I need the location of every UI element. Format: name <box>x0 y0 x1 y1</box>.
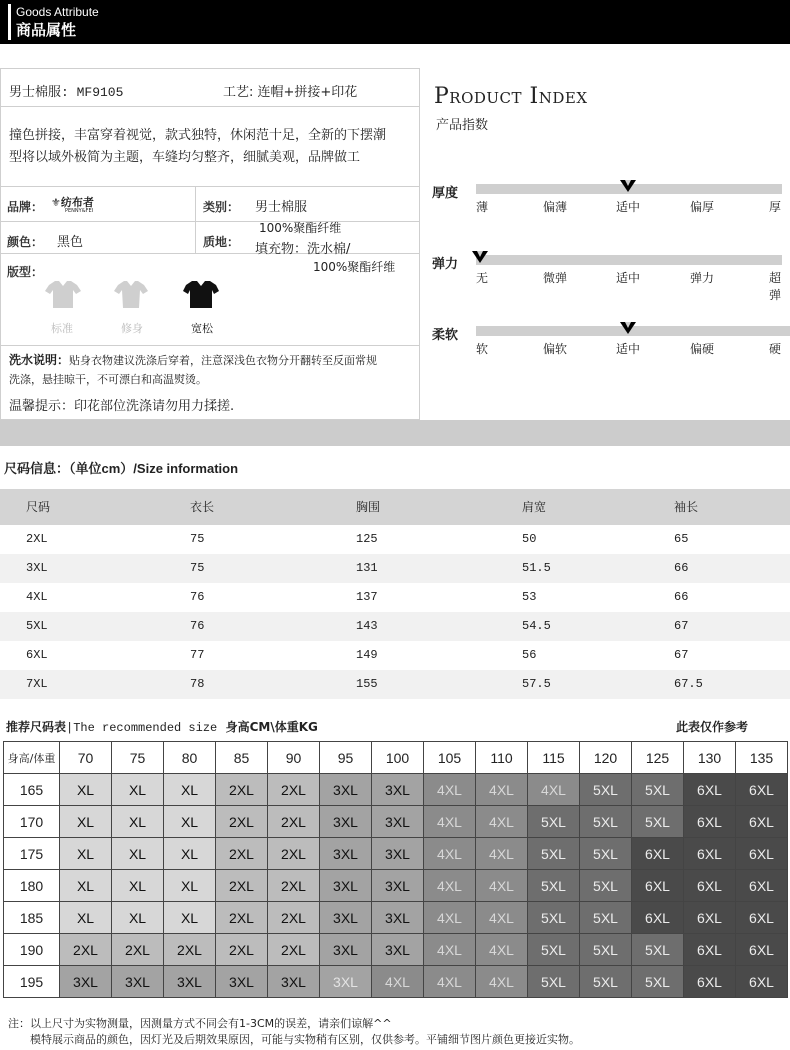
craft-text: 工艺: 连帽+拼接+印花 <box>223 85 358 100</box>
grid-size-cell: 6XL <box>735 901 788 934</box>
grid-size-cell: 6XL <box>683 869 736 902</box>
grid-size-cell: 4XL <box>475 805 528 838</box>
brand-mark-icon: ⚜ <box>51 196 61 209</box>
grid-size-cell: 4XL <box>475 933 528 966</box>
size-info-heading-en: /Size information <box>133 461 239 476</box>
grid-size-cell: 4XL <box>423 773 476 806</box>
size-info-heading <box>4 458 238 477</box>
table-cell: 3XL <box>26 561 48 575</box>
brand-label: 品牌： <box>7 200 44 214</box>
grid-size-cell: 6XL <box>631 869 684 902</box>
grid-size-cell: 3XL <box>319 901 372 934</box>
index-label: 厚度 <box>432 186 459 201</box>
wash-instructions <box>9 351 417 389</box>
table-cell: 67 <box>674 648 689 662</box>
grid-size-cell: XL <box>59 869 112 902</box>
description-line-1: 撞色拼接，丰富穿着视觉，款式独特，休闲范十足，全新的下摆潮 <box>9 128 387 143</box>
grid-weight-header: 120 <box>579 741 632 774</box>
grid-size-cell: 4XL <box>423 933 476 966</box>
grid-size-cell: 4XL <box>371 965 424 998</box>
grid-size-cell: 2XL <box>215 933 268 966</box>
grid-size-cell: 6XL <box>631 837 684 870</box>
grid-size-cell: 6XL <box>683 837 736 870</box>
fit-option-slim: 修身 <box>121 322 143 335</box>
index-bar <box>476 255 782 265</box>
table-cell: 131 <box>356 561 378 575</box>
brand-logo <box>51 194 94 214</box>
grid-size-cell: 5XL <box>527 869 580 902</box>
grid-size-cell: 4XL <box>423 901 476 934</box>
grid-size-cell: 2XL <box>267 837 320 870</box>
size-table-header-cell: 衣长 <box>190 500 215 514</box>
table-cell: 53 <box>522 590 537 604</box>
table-cell: 67 <box>674 619 689 633</box>
grid-size-cell: 6XL <box>735 869 788 902</box>
grid-size-cell: XL <box>111 869 164 902</box>
recommend-heading-cn: 推荐尺码表 <box>6 720 67 734</box>
grid-size-cell: 4XL <box>423 965 476 998</box>
table-cell: 57.5 <box>522 677 551 691</box>
grid-size-cell: 5XL <box>579 901 632 934</box>
header-accent-bar <box>8 4 11 40</box>
grid-size-cell: 6XL <box>683 805 736 838</box>
grid-size-cell: XL <box>111 837 164 870</box>
grid-size-cell: 2XL <box>215 805 268 838</box>
grid-size-cell: 2XL <box>215 901 268 934</box>
grid-size-cell: 6XL <box>735 837 788 870</box>
fit-option-loose: 宽松 <box>191 322 213 335</box>
grid-size-cell: 4XL <box>475 837 528 870</box>
section-header <box>0 0 790 44</box>
grid-size-cell: 5XL <box>579 933 632 966</box>
grid-size-cell: 2XL <box>163 933 216 966</box>
index-tick-label: 偏厚 <box>690 200 715 214</box>
material-line-1: 100%聚酯纤维 <box>259 221 342 235</box>
grid-height-header: 180 <box>3 869 60 902</box>
grid-size-cell: 3XL <box>319 773 372 806</box>
grid-height-header: 170 <box>3 805 60 838</box>
table-cell: 66 <box>674 590 689 604</box>
grid-size-cell: 6XL <box>683 933 736 966</box>
table-cell: 2XL <box>26 532 48 546</box>
grid-size-cell: 3XL <box>371 901 424 934</box>
fit-option-standard: 标准 <box>51 322 73 335</box>
grid-height-header: 195 <box>3 965 60 998</box>
grid-size-cell: 4XL <box>423 837 476 870</box>
index-tick-label: 超弹 <box>769 271 782 302</box>
divider-band <box>0 420 790 446</box>
table-cell: 149 <box>356 648 378 662</box>
index-tick-label: 偏软 <box>543 342 568 356</box>
index-tick-label: 薄 <box>476 200 489 214</box>
grid-size-cell: 5XL <box>631 933 684 966</box>
table-cell: 4XL <box>26 590 48 604</box>
index-tick-label: 厚 <box>769 200 782 214</box>
grid-size-cell: 6XL <box>683 773 736 806</box>
footnote <box>8 1016 580 1048</box>
grid-weight-header: 85 <box>215 741 268 774</box>
grid-size-cell: XL <box>59 805 112 838</box>
grid-size-cell: 3XL <box>319 933 372 966</box>
grid-height-header: 185 <box>3 901 60 934</box>
grid-size-cell: 6XL <box>683 965 736 998</box>
grid-height-header: 190 <box>3 933 60 966</box>
index-tick-label: 偏硬 <box>690 342 715 356</box>
grid-size-cell: 5XL <box>631 965 684 998</box>
grid-size-cell: 6XL <box>735 773 788 806</box>
table-cell: 54.5 <box>522 619 551 633</box>
grid-size-cell: 6XL <box>735 805 788 838</box>
product-index-subtitle: 产品指数 <box>436 118 489 133</box>
table-cell: 50 <box>522 532 537 546</box>
index-tick-label: 弹力 <box>690 271 715 285</box>
grid-size-cell: 6XL <box>735 965 788 998</box>
grid-size-cell: 4XL <box>475 773 528 806</box>
table-cell: 51.5 <box>522 561 551 575</box>
grid-size-cell: XL <box>163 901 216 934</box>
grid-weight-header: 80 <box>163 741 216 774</box>
category-label: 类别： <box>203 200 240 214</box>
wash-line-2: 洗涤，悬挂晾干，不可漂白和高温熨烫。 <box>9 373 207 386</box>
index-label: 柔软 <box>432 328 459 343</box>
brand-sub: PENNY&FEI <box>65 208 94 214</box>
grid-size-cell: 4XL <box>423 805 476 838</box>
grid-size-cell: 2XL <box>215 869 268 902</box>
table-cell: 56 <box>522 648 537 662</box>
size-table-header <box>0 489 790 525</box>
table-cell: 67.5 <box>674 677 703 691</box>
table-row <box>0 525 790 554</box>
product-index-title: Product Index <box>434 84 588 109</box>
grid-size-cell: 3XL <box>371 933 424 966</box>
grid-size-cell: 2XL <box>267 869 320 902</box>
color-value: 黑色 <box>57 235 84 250</box>
table-cell: 76 <box>190 619 205 633</box>
grid-size-cell: 4XL <box>423 869 476 902</box>
fit-slim-shirt-icon <box>113 279 149 309</box>
attr-row-model <box>1 69 419 107</box>
grid-weight-header: 130 <box>683 741 736 774</box>
grid-size-cell: 5XL <box>527 837 580 870</box>
grid-size-cell: 2XL <box>267 805 320 838</box>
size-table-header-cell: 尺码 <box>26 500 51 514</box>
grid-size-cell: 4XL <box>475 869 528 902</box>
grid-size-cell: 3XL <box>267 965 320 998</box>
grid-size-cell: 5XL <box>579 773 632 806</box>
grid-size-cell: 2XL <box>111 933 164 966</box>
index-tick-label: 适中 <box>616 342 641 356</box>
grid-size-cell: 3XL <box>59 965 112 998</box>
grid-size-cell: 3XL <box>163 965 216 998</box>
material-label: 质地： <box>203 235 240 249</box>
index-tick-label: 偏薄 <box>543 200 568 214</box>
fit-loose-shirt-icon <box>183 279 219 309</box>
grid-weight-header: 95 <box>319 741 372 774</box>
index-tick-label: 适中 <box>616 271 641 285</box>
wash-label: 洗水说明： <box>9 353 70 367</box>
grid-size-cell: XL <box>59 773 112 806</box>
index-level-marker <box>620 322 636 334</box>
index-level-marker <box>472 251 488 263</box>
grid-size-cell: 3XL <box>319 805 372 838</box>
material-line-3: 100%聚酯纤维 <box>313 260 396 274</box>
grid-size-cell: 5XL <box>527 965 580 998</box>
grid-size-cell: 5XL <box>579 805 632 838</box>
category-value: 男士棉服 <box>255 200 308 215</box>
table-row <box>0 612 790 641</box>
grid-size-cell: XL <box>111 805 164 838</box>
grid-size-cell: 3XL <box>319 869 372 902</box>
table-cell: 75 <box>190 561 205 575</box>
color-label: 颜色： <box>7 235 44 249</box>
recommend-reference-note: 此表仅作参考 <box>676 720 749 734</box>
table-cell: 143 <box>356 619 378 633</box>
grid-size-cell: 3XL <box>111 965 164 998</box>
attribute-panel <box>0 68 420 420</box>
table-cell: 155 <box>356 677 378 691</box>
grid-size-cell: 6XL <box>735 933 788 966</box>
grid-size-cell: XL <box>163 805 216 838</box>
grid-weight-header: 105 <box>423 741 476 774</box>
header-title-cn: 商品属性 <box>16 21 77 39</box>
brand-name: 纺布者 <box>60 196 94 209</box>
index-tick-label: 无 <box>476 271 489 285</box>
index-tick-label: 微弹 <box>543 271 568 285</box>
recommend-heading <box>6 718 318 735</box>
grid-weight-header: 115 <box>527 741 580 774</box>
header-title-en: Goods Attribute <box>16 5 99 19</box>
description-line-2: 型将以域外极简为主题，车缝均匀整齐，细腻美观，品牌做工 <box>9 150 361 165</box>
grid-size-cell: XL <box>163 869 216 902</box>
table-row <box>0 583 790 612</box>
grid-size-cell: XL <box>163 837 216 870</box>
grid-weight-header: 110 <box>475 741 528 774</box>
table-row <box>0 554 790 583</box>
index-tick-label: 适中 <box>616 200 641 214</box>
grid-size-cell: 5XL <box>579 869 632 902</box>
grid-size-cell: 4XL <box>475 965 528 998</box>
grid-size-cell: XL <box>59 837 112 870</box>
grid-size-cell: 2XL <box>215 773 268 806</box>
table-cell: 78 <box>190 677 205 691</box>
footnote-line-1: 注：以上尺寸为实物测量，因测量方式不同会有1-3CM的误差，请亲们谅解^^ <box>8 1017 392 1030</box>
material-line-2: 填充物：洗水棉/ <box>255 242 351 257</box>
grid-weight-header: 70 <box>59 741 112 774</box>
fit-standard-shirt-icon <box>45 279 81 309</box>
grid-size-cell: 3XL <box>371 837 424 870</box>
grid-size-cell: 5XL <box>631 805 684 838</box>
grid-size-cell: 2XL <box>267 933 320 966</box>
table-cell: 7XL <box>26 677 48 691</box>
table-cell: 65 <box>674 532 689 546</box>
table-row <box>0 641 790 670</box>
recommend-heading-en: |The recommended size <box>66 721 218 735</box>
grid-size-cell: 5XL <box>527 901 580 934</box>
table-cell: 75 <box>190 532 205 546</box>
grid-size-cell: 5XL <box>579 837 632 870</box>
grid-size-cell: 4XL <box>475 901 528 934</box>
grid-size-cell: 3XL <box>371 869 424 902</box>
grid-weight-header: 90 <box>267 741 320 774</box>
description <box>9 125 413 169</box>
index-tick-label: 硬 <box>769 342 782 356</box>
grid-size-cell: XL <box>111 901 164 934</box>
grid-size-cell: 3XL <box>371 805 424 838</box>
table-cell: 66 <box>674 561 689 575</box>
grid-size-cell: 5XL <box>579 965 632 998</box>
recommend-size-grid <box>3 741 787 997</box>
index-label: 弹力 <box>432 257 459 272</box>
table-cell: 77 <box>190 648 205 662</box>
footnote-line-2: 模特展示商品的颜色，因灯光及后期效果原因，可能与实物稍有区别，仅供参考。平铺细节图片颜色更接近实物。 <box>30 1033 580 1046</box>
index-tick-label: 软 <box>476 342 489 356</box>
table-cell: 137 <box>356 590 378 604</box>
index-level-marker <box>620 180 636 192</box>
grid-size-cell: 3XL <box>215 965 268 998</box>
grid-size-cell: 5XL <box>527 933 580 966</box>
table-row <box>0 670 790 699</box>
grid-weight-header: 125 <box>631 741 684 774</box>
grid-weight-header: 100 <box>371 741 424 774</box>
recommend-heading-unit: 身高CM\体重KG <box>225 720 318 734</box>
warm-tip: 温馨提示：印花部位洗涤请勿用力揉搓. <box>9 399 235 414</box>
size-info-heading-cn: 尺码信息：（单位cm） <box>4 461 134 476</box>
grid-size-cell: XL <box>59 901 112 934</box>
wash-line-1: 贴身衣物建议洗涤后穿着，注意深浅色衣物分开翻转至反面常规 <box>69 354 378 367</box>
grid-size-cell: 4XL <box>527 773 580 806</box>
table-cell: 6XL <box>26 648 48 662</box>
fit-label: 版型： <box>7 265 44 279</box>
grid-size-cell: 2XL <box>59 933 112 966</box>
model-text: 男士棉服: MF9105 <box>9 85 124 100</box>
grid-corner-label: 身高/体重 <box>3 741 60 774</box>
grid-height-header: 165 <box>3 773 60 806</box>
grid-size-cell: 5XL <box>631 773 684 806</box>
table-cell: 76 <box>190 590 205 604</box>
table-cell: 5XL <box>26 619 48 633</box>
table-cell: 125 <box>356 532 378 546</box>
grid-weight-header: 75 <box>111 741 164 774</box>
grid-size-cell: 3XL <box>371 773 424 806</box>
size-table-header-cell: 袖长 <box>674 500 699 514</box>
size-table-header-cell: 胸围 <box>356 500 381 514</box>
grid-size-cell: 6XL <box>631 901 684 934</box>
grid-size-cell: 2XL <box>215 837 268 870</box>
grid-size-cell: XL <box>163 773 216 806</box>
grid-height-header: 175 <box>3 837 60 870</box>
size-table-header-cell: 肩宽 <box>522 500 547 514</box>
grid-weight-header: 135 <box>735 741 788 774</box>
grid-size-cell: 3XL <box>319 837 372 870</box>
grid-size-cell: 6XL <box>683 901 736 934</box>
grid-size-cell: 3XL <box>319 965 372 998</box>
divider <box>1 345 419 346</box>
grid-size-cell: XL <box>111 773 164 806</box>
grid-size-cell: 2XL <box>267 773 320 806</box>
grid-size-cell: 5XL <box>527 805 580 838</box>
grid-size-cell: 2XL <box>267 901 320 934</box>
